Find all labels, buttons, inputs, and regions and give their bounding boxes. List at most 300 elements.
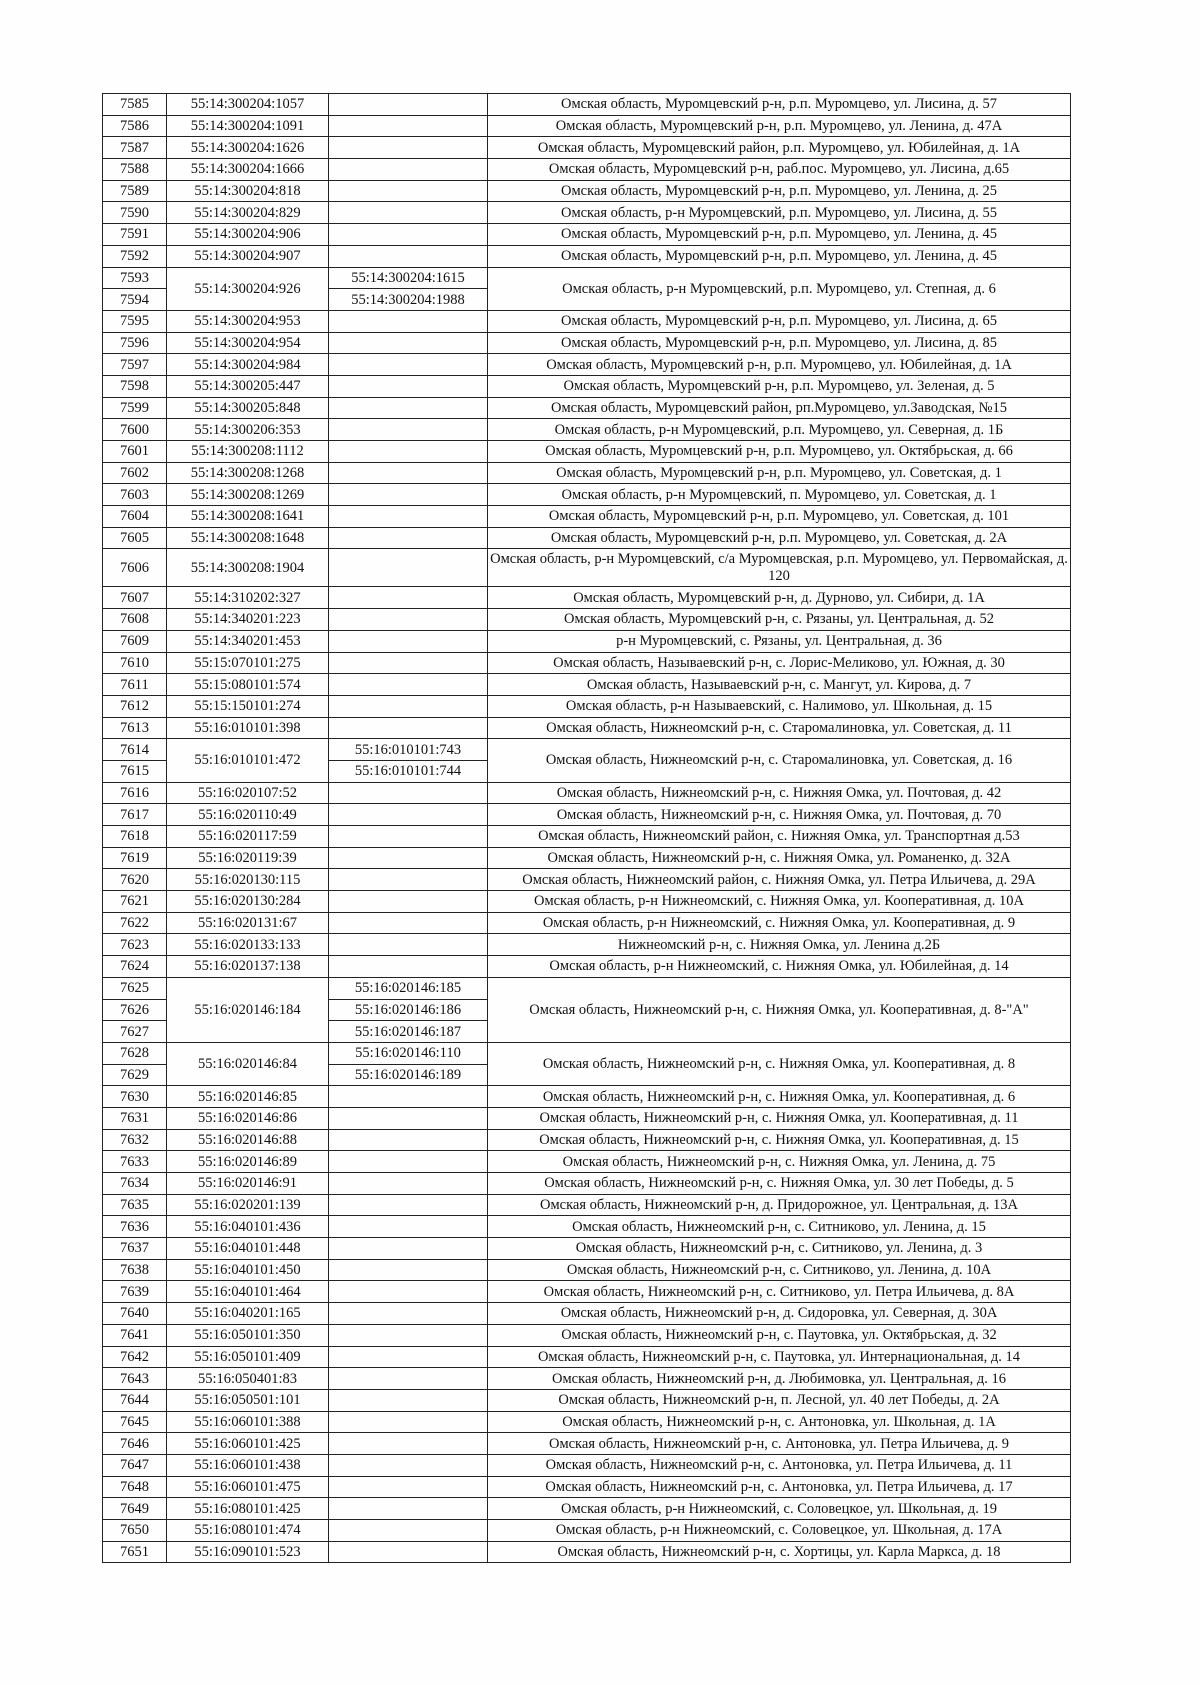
address: Омская область, р-н Называевский, с. Налимово, ул. Школьная, д. 15 (488, 695, 1071, 717)
row-number: 7619 (103, 847, 167, 869)
row-number: 7596 (103, 332, 167, 354)
cadastral-number: 55:14:310202:327 (167, 587, 329, 609)
table-row (103, 1216, 1071, 1238)
table-row (103, 397, 1071, 419)
sub-cadastral-number: 55:16:020146:110 (329, 1042, 488, 1064)
address: Омская область, Нижнеомский р-н, п. Лесной, ул. 40 лет Победы, д. 2А (488, 1389, 1071, 1411)
address: Омская область, Муромцевский р-н, р.п. Муромцево, ул. Советская, д. 101 (488, 506, 1071, 528)
cadastral-number: 55:16:020201:139 (167, 1194, 329, 1216)
cadastral-number: 55:16:040201:165 (167, 1303, 329, 1325)
sub-cadastral-number (329, 630, 488, 652)
sub-cadastral-number: 55:14:300204:1615 (329, 267, 488, 289)
cadastral-number: 55:16:090101:523 (167, 1541, 329, 1563)
sub-cadastral-number (329, 1389, 488, 1411)
cadastral-number: 55:14:300204:926 (167, 267, 329, 310)
table-row (103, 891, 1071, 913)
cadastral-number: 55:14:340201:453 (167, 630, 329, 652)
address: Омская область, Нижнеомский р-н, с. Нижняя Омка, ул. Романенко, д. 32А (488, 847, 1071, 869)
address: Омская область, Нижнеомский р-н, с. Нижняя Омка, ул. Ленина, д. 75 (488, 1151, 1071, 1173)
row-number: 7622 (103, 912, 167, 934)
address: Омская область, Муромцевский р-н, р.п. Муромцево, ул. Лисина, д. 65 (488, 310, 1071, 332)
row-number: 7650 (103, 1520, 167, 1542)
cadastral-number: 55:16:050501:101 (167, 1389, 329, 1411)
address: Омская область, р-н Муромцевский, р.п. Муромцево, ул. Степная, д. 6 (488, 267, 1071, 310)
row-number: 7640 (103, 1303, 167, 1325)
cadastral-number: 55:14:300208:1641 (167, 506, 329, 528)
row-number: 7625 (103, 977, 167, 999)
sub-cadastral-number (329, 587, 488, 609)
sub-cadastral-number (329, 397, 488, 419)
cadastral-number: 55:14:300208:1648 (167, 527, 329, 549)
address: Омская область, Муромцевский р-н, р.п. Муромцево, ул. Лисина, д. 57 (488, 94, 1071, 116)
table-row (103, 137, 1071, 159)
table-row (103, 267, 1071, 289)
address: Омская область, Нижнеомский р-н, с. Хортицы, ул. Карла Маркса, д. 18 (488, 1541, 1071, 1563)
sub-cadastral-number (329, 419, 488, 441)
sub-cadastral-number (329, 1433, 488, 1455)
cadastral-number: 55:14:300204:954 (167, 332, 329, 354)
sub-cadastral-number (329, 180, 488, 202)
address: Омская область, Нижнеомский р-н, с. Антоновка, ул. Петра Ильичева, д. 9 (488, 1433, 1071, 1455)
sub-cadastral-number (329, 782, 488, 804)
table-row (103, 1520, 1071, 1542)
table-row (103, 977, 1071, 999)
table-row (103, 245, 1071, 267)
cadastral-number: 55:16:020146:88 (167, 1129, 329, 1151)
sub-cadastral-number: 55:16:020146:185 (329, 977, 488, 999)
address: Омская область, Нижнеомский р-н, с. Нижняя Омка, ул. Почтовая, д. 42 (488, 782, 1071, 804)
row-number: 7591 (103, 224, 167, 246)
row-number: 7612 (103, 695, 167, 717)
sub-cadastral-number (329, 332, 488, 354)
cadastral-number: 55:14:300204:984 (167, 354, 329, 376)
address: Омская область, Муромцевский р-н, р.п. Муромцево, ул. Юбилейная, д. 1А (488, 354, 1071, 376)
row-number: 7645 (103, 1411, 167, 1433)
cadastral-number: 55:15:080101:574 (167, 674, 329, 696)
cadastral-number: 55:16:060101:475 (167, 1476, 329, 1498)
row-number: 7590 (103, 202, 167, 224)
sub-cadastral-number (329, 804, 488, 826)
row-number: 7615 (103, 760, 167, 782)
cadastral-number: 55:16:040101:464 (167, 1281, 329, 1303)
address: Омская область, Нижнеомский р-н, д. Сидоровка, ул. Северная, д. 30А (488, 1303, 1071, 1325)
sub-cadastral-number: 55:16:020146:186 (329, 999, 488, 1021)
table-row (103, 1281, 1071, 1303)
cadastral-number: 55:16:080101:425 (167, 1498, 329, 1520)
address: Омская область, р-н Нижнеомский, с. Нижняя Омка, ул. Кооперативная, д. 10А (488, 891, 1071, 913)
table-row (103, 1476, 1071, 1498)
row-number: 7651 (103, 1541, 167, 1563)
address: Нижнеомский р-н, с. Нижняя Омка, ул. Ленина д.2Б (488, 934, 1071, 956)
sub-cadastral-number (329, 1411, 488, 1433)
table-row (103, 1129, 1071, 1151)
table-row (103, 332, 1071, 354)
sub-cadastral-number (329, 137, 488, 159)
row-number: 7632 (103, 1129, 167, 1151)
row-number: 7608 (103, 609, 167, 631)
row-number: 7602 (103, 462, 167, 484)
row-number: 7600 (103, 419, 167, 441)
cadastral-number: 55:14:300208:1268 (167, 462, 329, 484)
cadastral-number: 55:16:020133:133 (167, 934, 329, 956)
sub-cadastral-number (329, 1151, 488, 1173)
row-number: 7603 (103, 484, 167, 506)
table-row (103, 375, 1071, 397)
row-number: 7617 (103, 804, 167, 826)
sub-cadastral-number (329, 1454, 488, 1476)
address: Омская область, Нижнеомский р-н, с. Нижняя Омка, ул. Кооперативная, д. 8 (488, 1042, 1071, 1085)
sub-cadastral-number (329, 1541, 488, 1563)
cadastral-number: 55:16:020146:86 (167, 1107, 329, 1129)
table-row (103, 115, 1071, 137)
address: Омская область, Нижнеомский р-н, с. Нижняя Омка, ул. Кооперативная, д. 15 (488, 1129, 1071, 1151)
row-number: 7598 (103, 375, 167, 397)
table-row (103, 652, 1071, 674)
sub-cadastral-number (329, 847, 488, 869)
table-row (103, 1389, 1071, 1411)
cadastral-number: 55:16:020146:84 (167, 1042, 329, 1085)
sub-cadastral-number (329, 956, 488, 978)
table-row (103, 782, 1071, 804)
address: Омская область, р-н Муромцевский, р.п. Муромцево, ул. Северная, д. 1Б (488, 419, 1071, 441)
table-row (103, 441, 1071, 463)
row-number: 7630 (103, 1086, 167, 1108)
table-row (103, 224, 1071, 246)
address: Омская область, Муромцевский р-н, р.п. Муромцево, ул. Советская, д. 2А (488, 527, 1071, 549)
cadastral-number: 55:14:300206:353 (167, 419, 329, 441)
row-number: 7587 (103, 137, 167, 159)
sub-cadastral-number (329, 826, 488, 848)
cadastral-number: 55:16:040101:436 (167, 1216, 329, 1238)
table-row (103, 1259, 1071, 1281)
sub-cadastral-number (329, 1259, 488, 1281)
row-number: 7620 (103, 869, 167, 891)
sub-cadastral-number (329, 609, 488, 631)
table-row (103, 527, 1071, 549)
address: Омская область, Нижнеомский р-н, с. Нижняя Омка, ул. Кооперативная, д. 8-"А" (488, 977, 1071, 1042)
row-number: 7597 (103, 354, 167, 376)
address: Омская область, Нижнеомский р-н, с. Антоновка, ул. Школьная, д. 1А (488, 1411, 1071, 1433)
table-row (103, 847, 1071, 869)
sub-cadastral-number: 55:16:010101:744 (329, 760, 488, 782)
row-number: 7627 (103, 1021, 167, 1043)
sub-cadastral-number (329, 695, 488, 717)
address: Омская область, Муромцевский р-н, р.п. Муромцево, ул. Ленина, д. 47А (488, 115, 1071, 137)
cadastral-number: 55:16:040101:448 (167, 1238, 329, 1260)
address: Омская область, Муромцевский р-н, р.п. Муромцево, ул. Лисина, д. 85 (488, 332, 1071, 354)
row-number: 7629 (103, 1064, 167, 1086)
sub-cadastral-number (329, 1216, 488, 1238)
row-number: 7639 (103, 1281, 167, 1303)
address: Омская область, Нижнеомский р-н, с. Ситниково, ул. Ленина, д. 10А (488, 1259, 1071, 1281)
sub-cadastral-number (329, 1173, 488, 1195)
address: р-н Муромцевский, с. Рязаны, ул. Центральная, д. 36 (488, 630, 1071, 652)
address: Омская область, Муромцевский р-н, р.п. Муромцево, ул. Ленина, д. 45 (488, 224, 1071, 246)
row-number: 7601 (103, 441, 167, 463)
row-number: 7610 (103, 652, 167, 674)
cadastral-number: 55:14:300204:829 (167, 202, 329, 224)
cadastral-number: 55:16:020130:284 (167, 891, 329, 913)
row-number: 7595 (103, 310, 167, 332)
address: Омская область, Муромцевский р-н, р.п. Муромцево, ул. Зеленая, д. 5 (488, 375, 1071, 397)
table-row (103, 419, 1071, 441)
address: Омская область, Муромцевский р-н, р.п. Муромцево, ул. Советская, д. 1 (488, 462, 1071, 484)
row-number: 7647 (103, 1454, 167, 1476)
cadastral-number: 55:16:080101:474 (167, 1520, 329, 1542)
sub-cadastral-number (329, 1086, 488, 1108)
table-row (103, 934, 1071, 956)
sub-cadastral-number (329, 441, 488, 463)
row-number: 7626 (103, 999, 167, 1021)
table-row (103, 159, 1071, 181)
row-number: 7589 (103, 180, 167, 202)
table-row (103, 869, 1071, 891)
row-number: 7599 (103, 397, 167, 419)
row-number: 7586 (103, 115, 167, 137)
table-row (103, 1238, 1071, 1260)
row-number: 7621 (103, 891, 167, 913)
sub-cadastral-number (329, 891, 488, 913)
address: Омская область, Нижнеомский р-н, с. Нижняя Омка, ул. Кооперативная, д. 11 (488, 1107, 1071, 1129)
cadastral-number: 55:14:300204:1057 (167, 94, 329, 116)
table-row (103, 1498, 1071, 1520)
row-number: 7593 (103, 267, 167, 289)
table-row (103, 462, 1071, 484)
row-number: 7635 (103, 1194, 167, 1216)
cadastral-number: 55:16:020137:138 (167, 956, 329, 978)
address: Омская область, р-н Муромцевский, с/а Муромцевская, р.п. Муромцево, ул. Первомайская, д. 120 (488, 549, 1071, 587)
table-row (103, 804, 1071, 826)
address: Омская область, Нижнеомский р-н, с. Старомалиновка, ул. Советская, д. 16 (488, 739, 1071, 782)
row-number: 7585 (103, 94, 167, 116)
cadastral-number: 55:14:300204:1626 (167, 137, 329, 159)
row-number: 7607 (103, 587, 167, 609)
sub-cadastral-number (329, 310, 488, 332)
sub-cadastral-number (329, 527, 488, 549)
address: Омская область, Нижнеомский р-н, с. Нижняя Омка, ул. 30 лет Победы, д. 5 (488, 1173, 1071, 1195)
sub-cadastral-number (329, 375, 488, 397)
cadastral-number: 55:14:300208:1904 (167, 549, 329, 587)
row-number: 7636 (103, 1216, 167, 1238)
address: Омская область, р-н Муромцевский, р.п. Муромцево, ул. Лисина, д. 55 (488, 202, 1071, 224)
cadastral-number: 55:14:300208:1269 (167, 484, 329, 506)
cadastral-number: 55:16:010101:398 (167, 717, 329, 739)
sub-cadastral-number (329, 1346, 488, 1368)
address: Омская область, Называевский р-н, с. Мангут, ул. Кирова, д. 7 (488, 674, 1071, 696)
table-row (103, 1303, 1071, 1325)
table-row (103, 1368, 1071, 1390)
table-row (103, 956, 1071, 978)
address: Омская область, р-н Нижнеомский, с. Нижняя Омка, ул. Юбилейная, д. 14 (488, 956, 1071, 978)
row-number: 7616 (103, 782, 167, 804)
address: Омская область, Муромцевский район, р.п. Муромцево, ул. Юбилейная, д. 1А (488, 137, 1071, 159)
table-row (103, 310, 1071, 332)
address: Омская область, р-н Нижнеомский, с. Нижняя Омка, ул. Кооперативная, д. 9 (488, 912, 1071, 934)
table-row (103, 674, 1071, 696)
cadastral-number: 55:16:020131:67 (167, 912, 329, 934)
sub-cadastral-number (329, 1520, 488, 1542)
address: Омская область, Нижнеомский р-н, с. Нижняя Омка, ул. Кооперативная, д. 6 (488, 1086, 1071, 1108)
sub-cadastral-number: 55:14:300204:1988 (329, 289, 488, 311)
table-row (103, 202, 1071, 224)
cadastral-number: 55:16:020119:39 (167, 847, 329, 869)
sub-cadastral-number (329, 1238, 488, 1260)
sub-cadastral-number (329, 1368, 488, 1390)
sub-cadastral-number (329, 462, 488, 484)
table-row (103, 739, 1071, 761)
address: Омская область, Муромцевский р-н, р.п. Муромцево, ул. Ленина, д. 25 (488, 180, 1071, 202)
sub-cadastral-number: 55:16:020146:189 (329, 1064, 488, 1086)
row-number: 7594 (103, 289, 167, 311)
table-row (103, 630, 1071, 652)
cadastral-number: 55:16:060101:438 (167, 1454, 329, 1476)
table-row (103, 1324, 1071, 1346)
row-number: 7623 (103, 934, 167, 956)
address: Омская область, Нижнеомский р-н, д. Любимовка, ул. Центральная, д. 16 (488, 1368, 1071, 1390)
address: Омская область, Нижнеомский р-н, с. Антоновка, ул. Петра Ильичева, д. 17 (488, 1476, 1071, 1498)
cadastral-number: 55:16:050101:350 (167, 1324, 329, 1346)
cadastral-number: 55:14:300204:1666 (167, 159, 329, 181)
cadastral-number: 55:16:060101:388 (167, 1411, 329, 1433)
table-row (103, 94, 1071, 116)
sub-cadastral-number (329, 549, 488, 587)
table-row (103, 695, 1071, 717)
table-row (103, 826, 1071, 848)
sub-cadastral-number (329, 869, 488, 891)
cadastral-number: 55:14:300204:1091 (167, 115, 329, 137)
table-row (103, 1086, 1071, 1108)
row-number: 7631 (103, 1107, 167, 1129)
sub-cadastral-number (329, 94, 488, 116)
cadastral-number: 55:16:020130:115 (167, 869, 329, 891)
address: Омская область, Муромцевский р-н, р.п. Муромцево, ул. Ленина, д. 45 (488, 245, 1071, 267)
sub-cadastral-number: 55:16:020146:187 (329, 1021, 488, 1043)
table-row (103, 1042, 1071, 1064)
sub-cadastral-number (329, 912, 488, 934)
table-row (103, 1151, 1071, 1173)
row-number: 7588 (103, 159, 167, 181)
address: Омская область, Нижнеомский р-н, с. Старомалиновка, ул. Советская, д. 11 (488, 717, 1071, 739)
row-number: 7637 (103, 1238, 167, 1260)
sub-cadastral-number (329, 934, 488, 956)
table-row (103, 912, 1071, 934)
address: Омская область, р-н Нижнеомский, с. Соловецкое, ул. Школьная, д. 17А (488, 1520, 1071, 1542)
row-number: 7628 (103, 1042, 167, 1064)
address: Омская область, Нижнеомский р-н, с. Ситниково, ул. Петра Ильичева, д. 8А (488, 1281, 1071, 1303)
sub-cadastral-number (329, 1129, 488, 1151)
row-number: 7648 (103, 1476, 167, 1498)
address: Омская область, р-н Нижнеомский, с. Соловецкое, ул. Школьная, д. 19 (488, 1498, 1071, 1520)
row-number: 7641 (103, 1324, 167, 1346)
sub-cadastral-number (329, 1194, 488, 1216)
address: Омская область, Нижнеомский р-н, с. Ситниково, ул. Ленина, д. 3 (488, 1238, 1071, 1260)
row-number: 7606 (103, 549, 167, 587)
table-row (103, 1411, 1071, 1433)
row-number: 7638 (103, 1259, 167, 1281)
sub-cadastral-number (329, 506, 488, 528)
address: Омская область, Муромцевский р-н, р.п. Муромцево, ул. Октябрьская, д. 66 (488, 441, 1071, 463)
sub-cadastral-number (329, 652, 488, 674)
cadastral-number: 55:16:020146:184 (167, 977, 329, 1042)
cadastral-number: 55:16:050401:83 (167, 1368, 329, 1390)
cadastral-number: 55:16:040101:450 (167, 1259, 329, 1281)
table-row (103, 609, 1071, 631)
address: Омская область, Муромцевский р-н, раб.пос. Муромцево, ул. Лисина, д.65 (488, 159, 1071, 181)
table-row (103, 717, 1071, 739)
cadastral-number: 55:16:020146:91 (167, 1173, 329, 1195)
cadastral-number: 55:14:300208:1112 (167, 441, 329, 463)
table-row (103, 1173, 1071, 1195)
cadastral-number: 55:16:020146:89 (167, 1151, 329, 1173)
address: Омская область, Нижнеомский р-н, с. Паутовка, ул. Интернациональная, д. 14 (488, 1346, 1071, 1368)
cadastral-number: 55:16:020107:52 (167, 782, 329, 804)
address: Омская область, Нижнеомский район, с. Нижняя Омка, ул. Петра Ильичева, д. 29А (488, 869, 1071, 891)
sub-cadastral-number (329, 159, 488, 181)
sub-cadastral-number: 55:16:010101:743 (329, 739, 488, 761)
sub-cadastral-number (329, 717, 488, 739)
table-row (103, 549, 1071, 587)
sub-cadastral-number (329, 1107, 488, 1129)
cadastral-number: 55:14:300204:907 (167, 245, 329, 267)
row-number: 7618 (103, 826, 167, 848)
address: Омская область, Нижнеомский р-н, с. Ситниково, ул. Ленина, д. 15 (488, 1216, 1071, 1238)
row-number: 7643 (103, 1368, 167, 1390)
row-number: 7649 (103, 1498, 167, 1520)
table-row (103, 354, 1071, 376)
cadastral-number: 55:16:060101:425 (167, 1433, 329, 1455)
row-number: 7604 (103, 506, 167, 528)
address: Омская область, Нижнеомский р-н, с. Антоновка, ул. Петра Ильичева, д. 11 (488, 1454, 1071, 1476)
row-number: 7642 (103, 1346, 167, 1368)
table-row (103, 180, 1071, 202)
address: Омская область, Муромцевский район, рп.Муромцево, ул.Заводская, №15 (488, 397, 1071, 419)
row-number: 7624 (103, 956, 167, 978)
table-row (103, 1433, 1071, 1455)
sub-cadastral-number (329, 1324, 488, 1346)
cadastral-number: 55:14:300204:906 (167, 224, 329, 246)
property-registry-table (102, 93, 1071, 1563)
cadastral-number: 55:14:300205:848 (167, 397, 329, 419)
cadastral-number: 55:15:070101:275 (167, 652, 329, 674)
cadastral-number: 55:14:300205:447 (167, 375, 329, 397)
row-number: 7592 (103, 245, 167, 267)
row-number: 7644 (103, 1389, 167, 1411)
cadastral-number: 55:14:300204:818 (167, 180, 329, 202)
cadastral-number: 55:16:020110:49 (167, 804, 329, 826)
cadastral-number: 55:16:010101:472 (167, 739, 329, 782)
row-number: 7605 (103, 527, 167, 549)
address: Омская область, Муромцевский р-н, д. Дурново, ул. Сибири, д. 1А (488, 587, 1071, 609)
row-number: 7634 (103, 1173, 167, 1195)
row-number: 7611 (103, 674, 167, 696)
table-row (103, 506, 1071, 528)
table-row (103, 587, 1071, 609)
cadastral-number: 55:16:050101:409 (167, 1346, 329, 1368)
row-number: 7646 (103, 1433, 167, 1455)
sub-cadastral-number (329, 1281, 488, 1303)
table-row (103, 1107, 1071, 1129)
address: Омская область, Нижнеомский р-н, д. Придорожное, ул. Центральная, д. 13А (488, 1194, 1071, 1216)
sub-cadastral-number (329, 224, 488, 246)
sub-cadastral-number (329, 1303, 488, 1325)
sub-cadastral-number (329, 484, 488, 506)
cadastral-number: 55:16:020146:85 (167, 1086, 329, 1108)
sub-cadastral-number (329, 1498, 488, 1520)
cadastral-number: 55:14:300204:953 (167, 310, 329, 332)
address: Омская область, Нижнеомский район, с. Нижняя Омка, ул. Транспортная д.53 (488, 826, 1071, 848)
sub-cadastral-number (329, 202, 488, 224)
sub-cadastral-number (329, 245, 488, 267)
